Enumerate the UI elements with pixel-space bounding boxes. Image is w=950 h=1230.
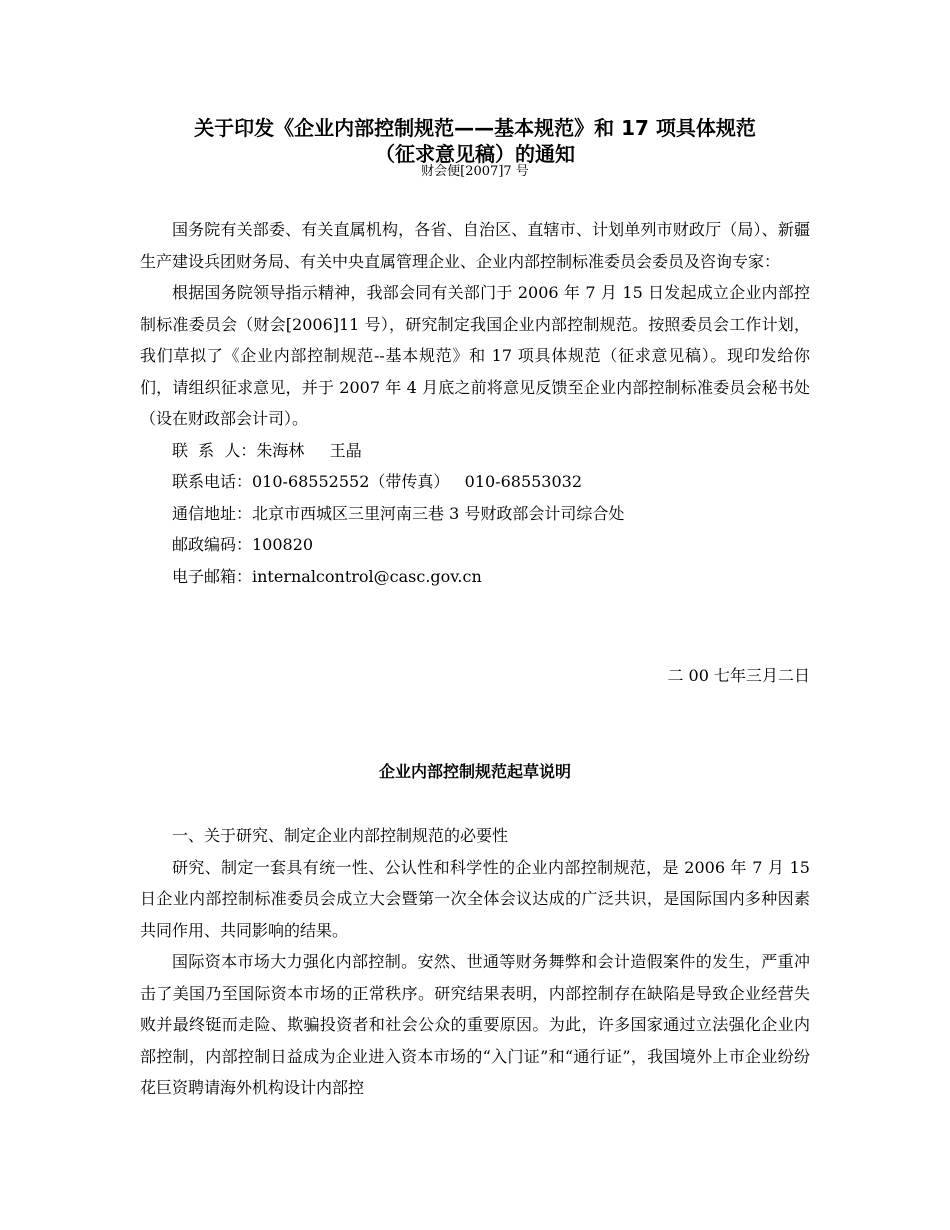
contact-email: 电子邮箱：internalcontrol@casc.gov.cn — [172, 566, 482, 586]
notice-main-paragraph: 根据国务院领导指示精神，我部会同有关部门于 2006 年 7 月 15 日发起成立企业内部控制标准委员会（财会[2006]11 号），研究制定我国企业内部控制规范。按照委员会工作计划，我们草拟了《企业内部控制规范--基本规范》和 17 项具体规范（征求意见稿）。现印发给你们，请组织征求意见，并于 2007 年 4 月底之前将意见反馈至企业内部控制标准委员会秘书处（设在财政部会计司）。 — [140, 283, 810, 428]
document-number: 财会便[2007]7 号 — [421, 164, 529, 179]
explanation-paragraph-1: 研究、制定一套具有统一性、公认性和科学性的企业内部控制规范，是 2006 年 7 月 15 日企业内部控制标准委员会成立大会暨第一次全体会议达成的广泛共识，是国际国内多种因素共同作用、共同影响的结果。 — [140, 857, 810, 940]
contact-postcode: 邮政编码：100820 — [172, 535, 314, 554]
notice-title-line1: 关于印发《企业内部控制规范——基本规范》和 17 项具体规范 — [194, 116, 756, 140]
notice-body — [140, 214, 810, 592]
contact-person: 联 系 人：朱海林 王晶 — [172, 440, 362, 460]
explanation-paragraph-2: 国际资本市场大力强化内部控制。安然、世通等财务舞弊和会计造假案件的发生，严重冲击了美国乃至国际资本市场的正常秩序。研究结果表明，内部控制存在缺陷是导致企业经营失败并最终铤而走险、欺骗投资者和社会公众的重要原因。为此，许多国家通过立法强化企业内部控制，内部控制日益成为企业进入资本市场的“入门证”和“通行证”，我国境外上市企业纷纷花巨资聘请海外机构设计内部控 — [140, 952, 810, 1097]
contact-address: 通信地址：北京市西城区三里河南三巷 3 号财政部会计司综合处 — [172, 503, 625, 523]
addressees-paragraph: 国务院有关部委、有关直属机构，各省、自治区、直辖市、计划单列市财政厅（局）、新疆生产建设兵团财务局、有关中央直属管理企业、企业内部控制标准委员会委员及咨询专家： — [140, 220, 810, 271]
explanation-body — [140, 820, 810, 1104]
notice-date: 二 00 七年三月二日 — [667, 666, 810, 685]
notice-title-line2: （征求意见稿）的通知 — [375, 142, 575, 166]
explanation-heading-1: 一、关于研究、制定企业内部控制规范的必要性 — [172, 826, 509, 845]
contact-phone: 联系电话：010-68552552（带传真） 010-68553032 — [172, 472, 583, 491]
explanation-title: 企业内部控制规范起草说明 — [378, 762, 571, 781]
